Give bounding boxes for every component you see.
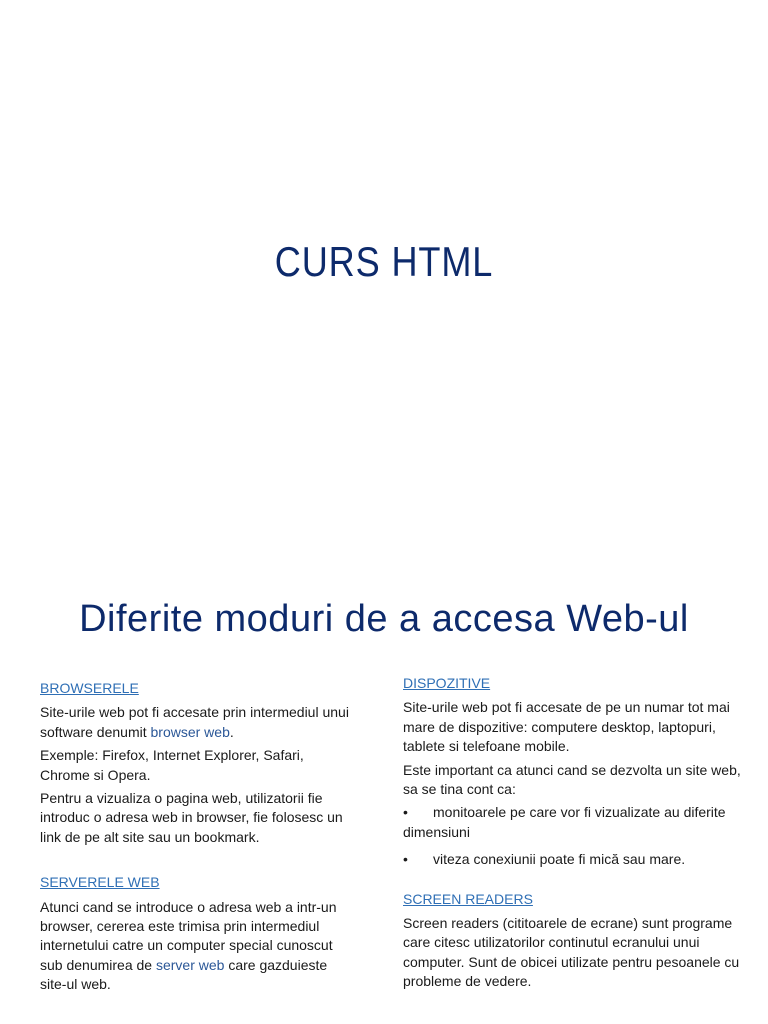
left-column	[40, 679, 350, 999]
servers-heading-link[interactable]: SERVERELE WEB	[40, 874, 160, 891]
browsers-paragraph-1	[40, 703, 350, 742]
servers-p1-end: care gazduieste site-ul web.	[40, 956, 328, 993]
browsers-paragraph-3: Pentru a vizualiza o pagina web, utilizatorii fie introduc o adresa web in browser, fie folosesc un link de pe alt site sau un bookmark.	[40, 790, 343, 845]
servers-paragraph-1	[40, 898, 350, 995]
devices-paragraph-2: Este important ca atunci cand se dezvolta un site web, sa se tina cont ca:	[403, 761, 741, 798]
screen-readers-paragraph-1: Screen readers (cititoarele de ecrane) sunt programe care citesc utilizatorilor continutul ecranului unui computer. Sunt de obicei utilizate pentru pesoanele cu probleme de vedere.	[403, 915, 740, 990]
bullet-icon: •	[403, 804, 408, 821]
devices-heading-link[interactable]: DISPOZITIVE	[403, 675, 491, 691]
list-item-text: viteza conexiunii poate fi mică sau mare.	[433, 851, 686, 868]
browsers-heading-link[interactable]: BROWSERELE	[40, 680, 139, 696]
devices-bullet-list	[403, 803, 743, 869]
slide-title: Diferite moduri de a accesa Web-ul	[79, 598, 689, 640]
bullet-icon: •	[403, 851, 408, 868]
screen-readers-heading-link[interactable]: SCREEN READERS	[403, 890, 533, 907]
list-item	[403, 803, 743, 842]
browsers-paragraph-2: Exemple: Firefox, Internet Explorer, Safari, Chrome si Opera.	[40, 747, 304, 783]
list-item-text: monitoarele pe care vor fi vizualizate au diferite dimensiuni	[403, 804, 726, 840]
list-item	[403, 850, 743, 869]
right-column	[403, 674, 743, 996]
document-title: CURS HTML	[274, 238, 494, 285]
browsers-p1-text: Site-urile web pot fi accesate prin intermediul unui software denumit	[40, 704, 349, 740]
devices-paragraph-1: Site-urile web pot fi accesate de pe un numar tot mai mare de dispozitive: computere desktop, laptopuri, tablete si telefoane mobile.	[403, 699, 730, 755]
browser-web-term: browser web	[150, 723, 230, 740]
server-web-term: server web	[155, 956, 225, 973]
servers-p1-text: Atunci cand se introduce o adresa web a intr-un browser, cererea este trimisa prin intermediul internetului catre un computer special cunoscut sub denumirea de	[40, 898, 337, 973]
browsers-p1-end: .	[229, 723, 234, 740]
